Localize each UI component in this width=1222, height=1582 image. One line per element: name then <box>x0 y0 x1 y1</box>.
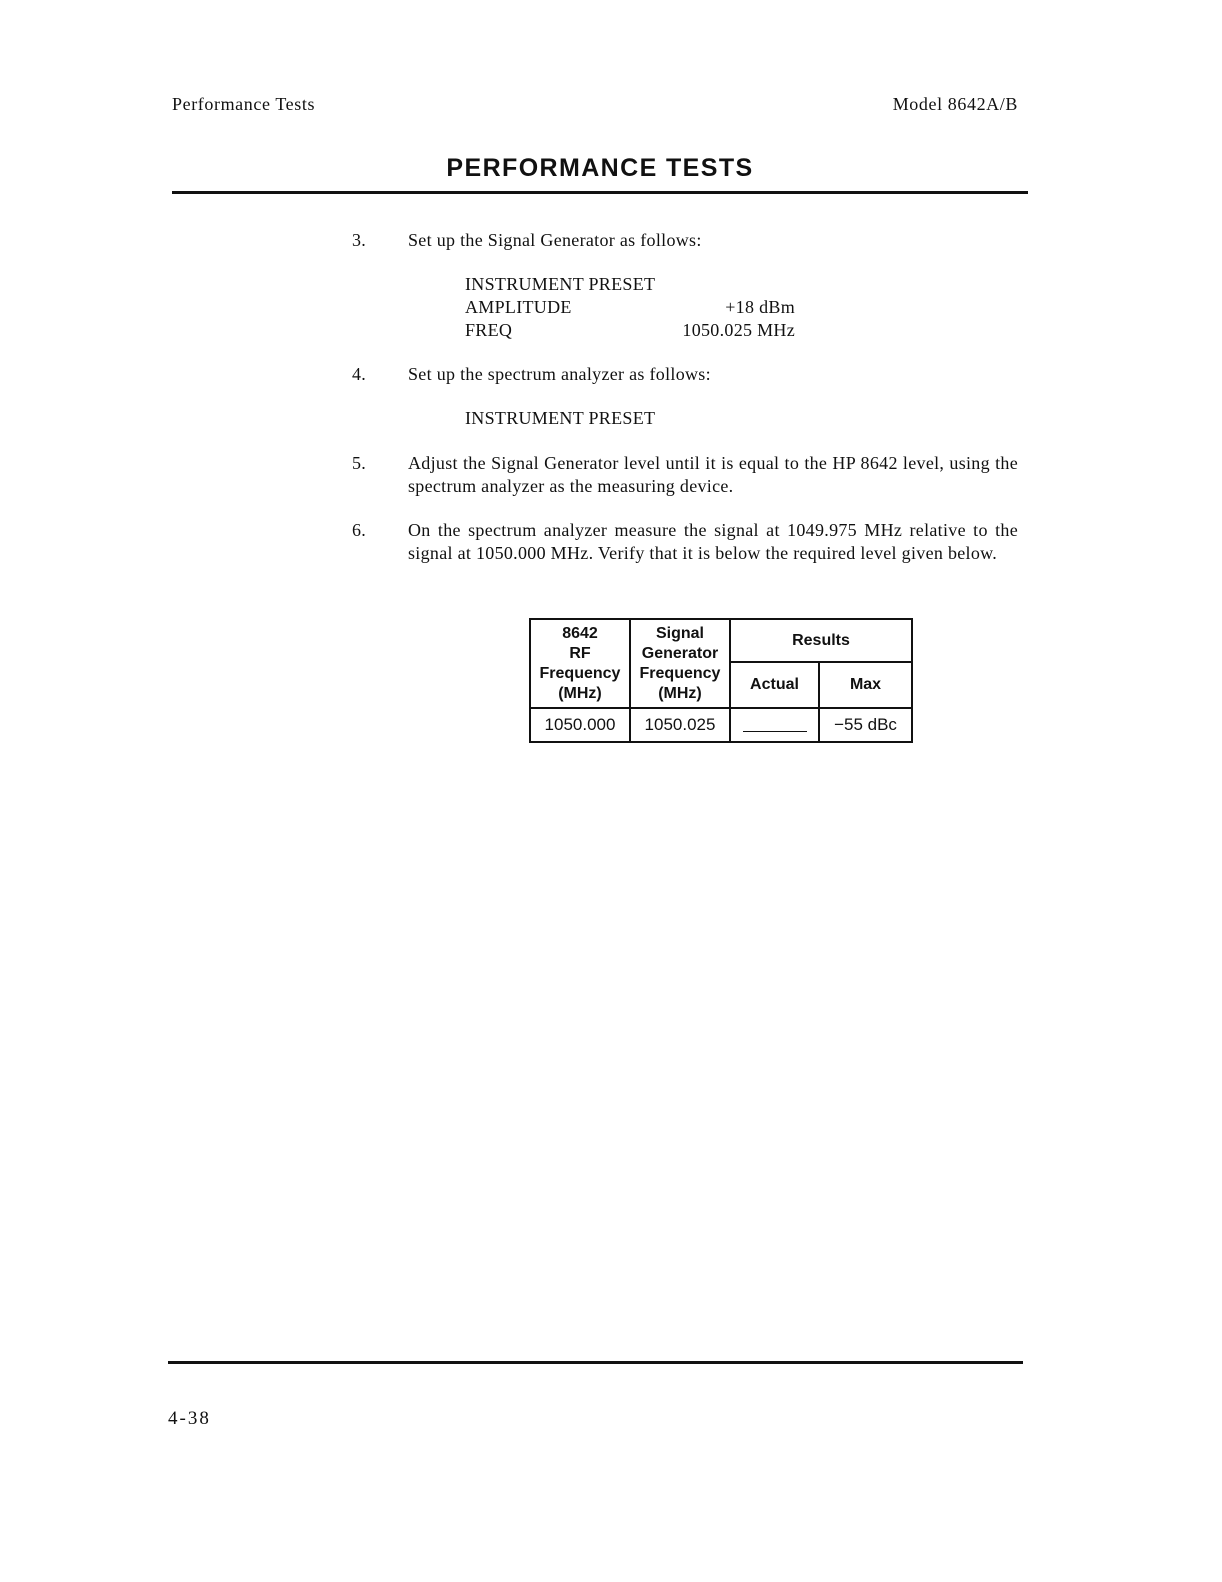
running-header-model: Model 8642A/B <box>892 94 1018 114</box>
setting-label: INSTRUMENT PRESET <box>465 408 656 428</box>
header-line: (MHz) <box>558 684 602 702</box>
rf-frequency-cell: 1050.000 <box>530 708 630 742</box>
header-line: RF <box>569 644 591 662</box>
results-header: Results <box>730 619 912 662</box>
actual-entry-cell <box>730 708 819 742</box>
setting-value: 1050.025 MHz <box>682 320 795 340</box>
generator-frequency-header <box>630 619 730 708</box>
footer-rule <box>168 1361 1023 1364</box>
setting-row <box>465 407 795 430</box>
header-line: Frequency <box>539 664 621 682</box>
setting-row <box>465 296 795 319</box>
generator-frequency-cell: 1050.025 <box>630 708 730 742</box>
results-table <box>529 618 913 743</box>
step-text: Set up the Signal Generator as follows: <box>408 230 702 250</box>
setting-label: INSTRUMENT PRESET <box>465 274 656 294</box>
step-text: Adjust the Signal Generator level until it is equal to the HP 8642 level, using the spectrum analyzer as the measuring device. <box>408 453 1018 496</box>
step-number: 5. <box>352 453 367 473</box>
header-line: Signal <box>655 624 704 642</box>
step-text: Set up the spectrum analyzer as follows: <box>408 364 711 384</box>
step-number: 4. <box>352 364 367 384</box>
signal-generator-settings <box>465 273 795 342</box>
step-number: 3. <box>352 230 367 250</box>
setting-row <box>465 273 795 296</box>
max-header: Max <box>819 662 912 708</box>
page-number: 4-38 <box>168 1408 211 1429</box>
step-number: 6. <box>352 520 367 540</box>
setting-label: AMPLITUDE <box>465 297 572 317</box>
page-title: PERFORMANCE TESTS <box>446 154 754 182</box>
setting-row <box>465 319 795 342</box>
header-line: Frequency <box>639 664 721 682</box>
step-text: On the spectrum analyzer measure the signal at 1049.975 MHz relative to the signal at 1050.000 MHz. Verify that it is below the required level given below. <box>408 520 1018 563</box>
actual-header: Actual <box>730 662 819 708</box>
rf-frequency-header <box>530 619 630 708</box>
actual-blank-line <box>743 719 807 732</box>
setting-value: +18 dBm <box>725 297 795 317</box>
title-rule <box>172 191 1028 194</box>
running-header-section: Performance Tests <box>172 94 316 114</box>
spectrum-analyzer-settings <box>465 407 795 430</box>
setting-label: FREQ <box>465 320 513 340</box>
header-line: 8642 <box>562 624 598 642</box>
header-line: Generator <box>641 644 719 662</box>
header-line: (MHz) <box>658 684 702 702</box>
max-cell: −55 dBc <box>819 708 912 742</box>
